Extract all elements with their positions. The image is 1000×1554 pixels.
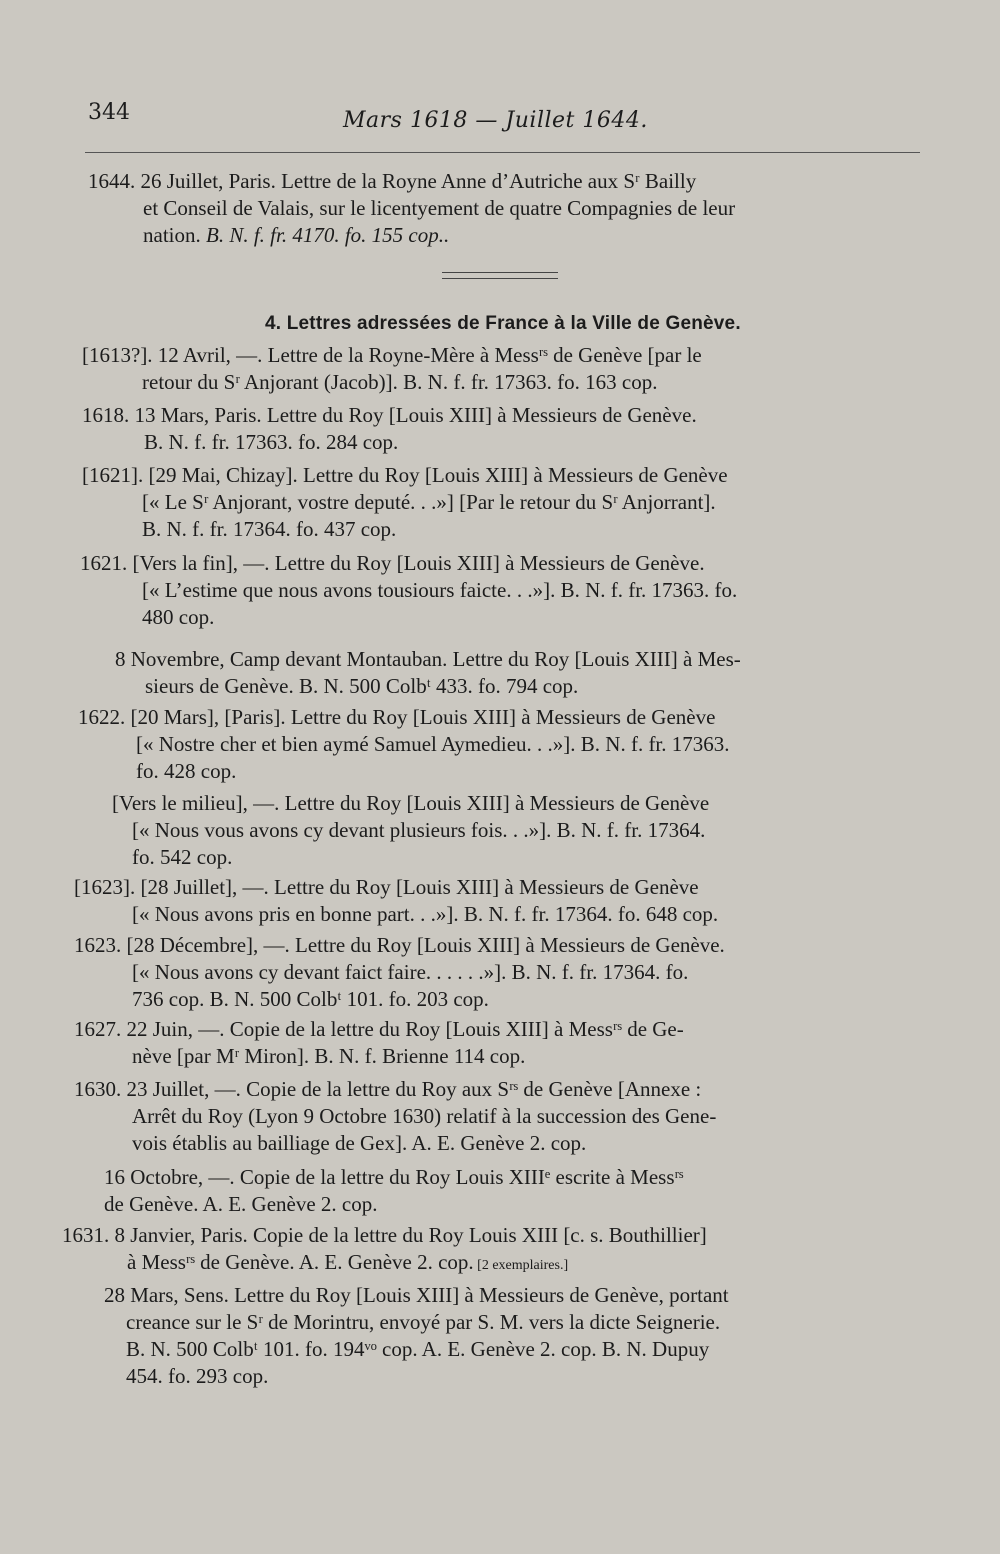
entry-line: 480 cop. bbox=[142, 605, 215, 629]
entry-line: [1621]. [29 Mai, Chizay]. Lettre du Roy [Louis XIII] à Messieurs de Genève bbox=[82, 463, 728, 487]
entry-text: nation. bbox=[143, 223, 206, 247]
letter-entry bbox=[74, 932, 725, 1013]
section-title: 4. Lettres adressées de France à la Ville de Genève. bbox=[265, 313, 741, 334]
entry-line: B. N. 500 Colbᵗ 101. fo. 194ᵛᵒ cop. A. E. Genève 2. cop. B. N. Dupuy bbox=[126, 1337, 710, 1361]
entry-line: 1622. [20 Mars], [Paris]. Lettre du Roy [Louis XIII] à Messieurs de Genève bbox=[78, 705, 716, 729]
entry-line: 1644. 26 Juillet, Paris. Lettre de la Royne Anne d’Autriche aux Sʳ Bailly bbox=[88, 169, 697, 193]
entry-line: B. N. f. fr. 17364. fo. 437 cop. bbox=[142, 517, 397, 541]
entry-line: [« Le Sʳ Anjorant, vostre deputé. . .»] [Par le retour du Sʳ Anjorrant]. bbox=[142, 490, 716, 514]
letter-entry bbox=[80, 550, 737, 631]
entry-line: 1627. 22 Juin, —. Copie de la lettre du Roy [Louis XIII] à Messʳˢ de Ge- bbox=[74, 1017, 684, 1041]
entry-line: nève [par Mʳ Miron]. B. N. f. Brienne 114 cop. bbox=[132, 1044, 526, 1068]
entry-line: de Genève. A. E. Genève 2. cop. bbox=[104, 1192, 378, 1216]
entry-line: Arrêt du Roy (Lyon 9 Octobre 1630) relatif à la succession des Gene- bbox=[132, 1104, 717, 1128]
letter-entry bbox=[74, 874, 718, 928]
running-title: Mars 1618 — Juillet 1644. bbox=[343, 108, 648, 133]
letter-entry bbox=[104, 1282, 729, 1390]
entry-line: et Conseil de Valais, sur le licentyement de quatre Compagnies de leur bbox=[143, 196, 736, 220]
entry-line: [« Nous avons cy devant faict faire. . . . . .»]. B. N. f. fr. 17364. fo. bbox=[132, 960, 689, 984]
letter-entry bbox=[115, 646, 741, 700]
entry-line: [« L’estime que nous avons tousiours faicte. . .»]. B. N. f. fr. 17363. fo. bbox=[142, 578, 738, 602]
entry-line: 1623. [28 Décembre], —. Lettre du Roy [Louis XIII] à Messieurs de Genève. bbox=[74, 933, 725, 957]
entry-line: [Vers le milieu], —. Lettre du Roy [Louis XIII] à Messieurs de Genève bbox=[112, 791, 710, 815]
letter-entry bbox=[104, 1164, 684, 1218]
entry-line: 454. fo. 293 cop. bbox=[126, 1364, 269, 1388]
entry-line: 1621. [Vers la fin], —. Lettre du Roy [Louis XIII] à Messieurs de Genève. bbox=[80, 551, 705, 575]
entry-line: 1631. 8 Janvier, Paris. Copie de la lettre du Roy Louis XIII [c. s. Bouthillier] bbox=[62, 1223, 707, 1247]
entry-line bbox=[88, 222, 735, 249]
page-header bbox=[88, 100, 918, 140]
entry-line: B. N. f. fr. 17363. fo. 284 cop. bbox=[144, 430, 399, 454]
letter-entry bbox=[74, 1076, 716, 1157]
letter-entry bbox=[62, 1222, 707, 1279]
entry-line: retour du Sʳ Anjorant (Jacob)]. B. N. f. fr. 17363. fo. 163 cop. bbox=[142, 370, 658, 394]
page-number: 344 bbox=[88, 100, 130, 125]
entry-line: vois établis au bailliage de Gex]. A. E. Genève 2. cop. bbox=[132, 1131, 587, 1155]
entry-line: [1623]. [28 Juillet], —. Lettre du Roy [Louis XIII] à Messieurs de Genève bbox=[74, 875, 699, 899]
section-divider bbox=[442, 272, 558, 279]
entry-source: B. N. f. fr. 4170. fo. 155 cop.. bbox=[206, 223, 450, 247]
entry-line: fo. 428 cop. bbox=[136, 759, 237, 783]
header-rule bbox=[85, 152, 920, 153]
entry-line: [« Nous vous avons cy devant plusieurs fois. . .»]. B. N. f. fr. 17364. bbox=[132, 818, 706, 842]
entry-note: [2 exemplaires.] bbox=[473, 1258, 569, 1273]
entry-line: [« Nostre cher et bien aymé Samuel Aymedieu. . .»]. B. N. f. fr. 17363. bbox=[136, 732, 730, 756]
letter-entry bbox=[74, 1016, 684, 1070]
entry-line: 28 Mars, Sens. Lettre du Roy [Louis XIII] à Messieurs de Genève, portant bbox=[104, 1283, 729, 1307]
entry-line: 8 Novembre, Camp devant Montauban. Lettre du Roy [Louis XIII] à Mes- bbox=[115, 647, 741, 671]
entry-line: [1613?]. 12 Avril, —. Lettre de la Royne-Mère à Messʳˢ de Genève [par le bbox=[82, 343, 702, 367]
entry-line: sieurs de Genève. B. N. 500 Colbᵗ 433. fo. 794 cop. bbox=[145, 674, 579, 698]
letter-entry bbox=[82, 402, 697, 456]
entry-line: 1618. 13 Mars, Paris. Lettre du Roy [Louis XIII] à Messieurs de Genève. bbox=[82, 403, 697, 427]
letter-entry bbox=[112, 790, 709, 871]
letter-entry bbox=[82, 342, 702, 396]
entry-line: creance sur le Sʳ de Morintru, envoyé par S. M. vers la dicte Seignerie. bbox=[126, 1310, 721, 1334]
entry-1644 bbox=[88, 168, 735, 249]
entry-line: [« Nous avons pris en bonne part. . .»]. B. N. f. fr. 17364. fo. 648 cop. bbox=[132, 902, 719, 926]
letter-entry bbox=[82, 462, 728, 543]
entry-line: 16 Octobre, —. Copie de la lettre du Roy Louis XIIIᵉ escrite à Messʳˢ bbox=[104, 1165, 684, 1189]
entry-line: fo. 542 cop. bbox=[132, 845, 233, 869]
entry-line: 1630. 23 Juillet, —. Copie de la lettre du Roy aux Sʳˢ de Genève [Annexe : bbox=[74, 1077, 702, 1101]
entry-line: à Messʳˢ de Genève. A. E. Genève 2. cop. [2 exemplaires.] bbox=[127, 1250, 569, 1274]
entry-line: 736 cop. B. N. 500 Colbᵗ 101. fo. 203 cop. bbox=[132, 987, 489, 1011]
letter-entry bbox=[78, 704, 730, 785]
